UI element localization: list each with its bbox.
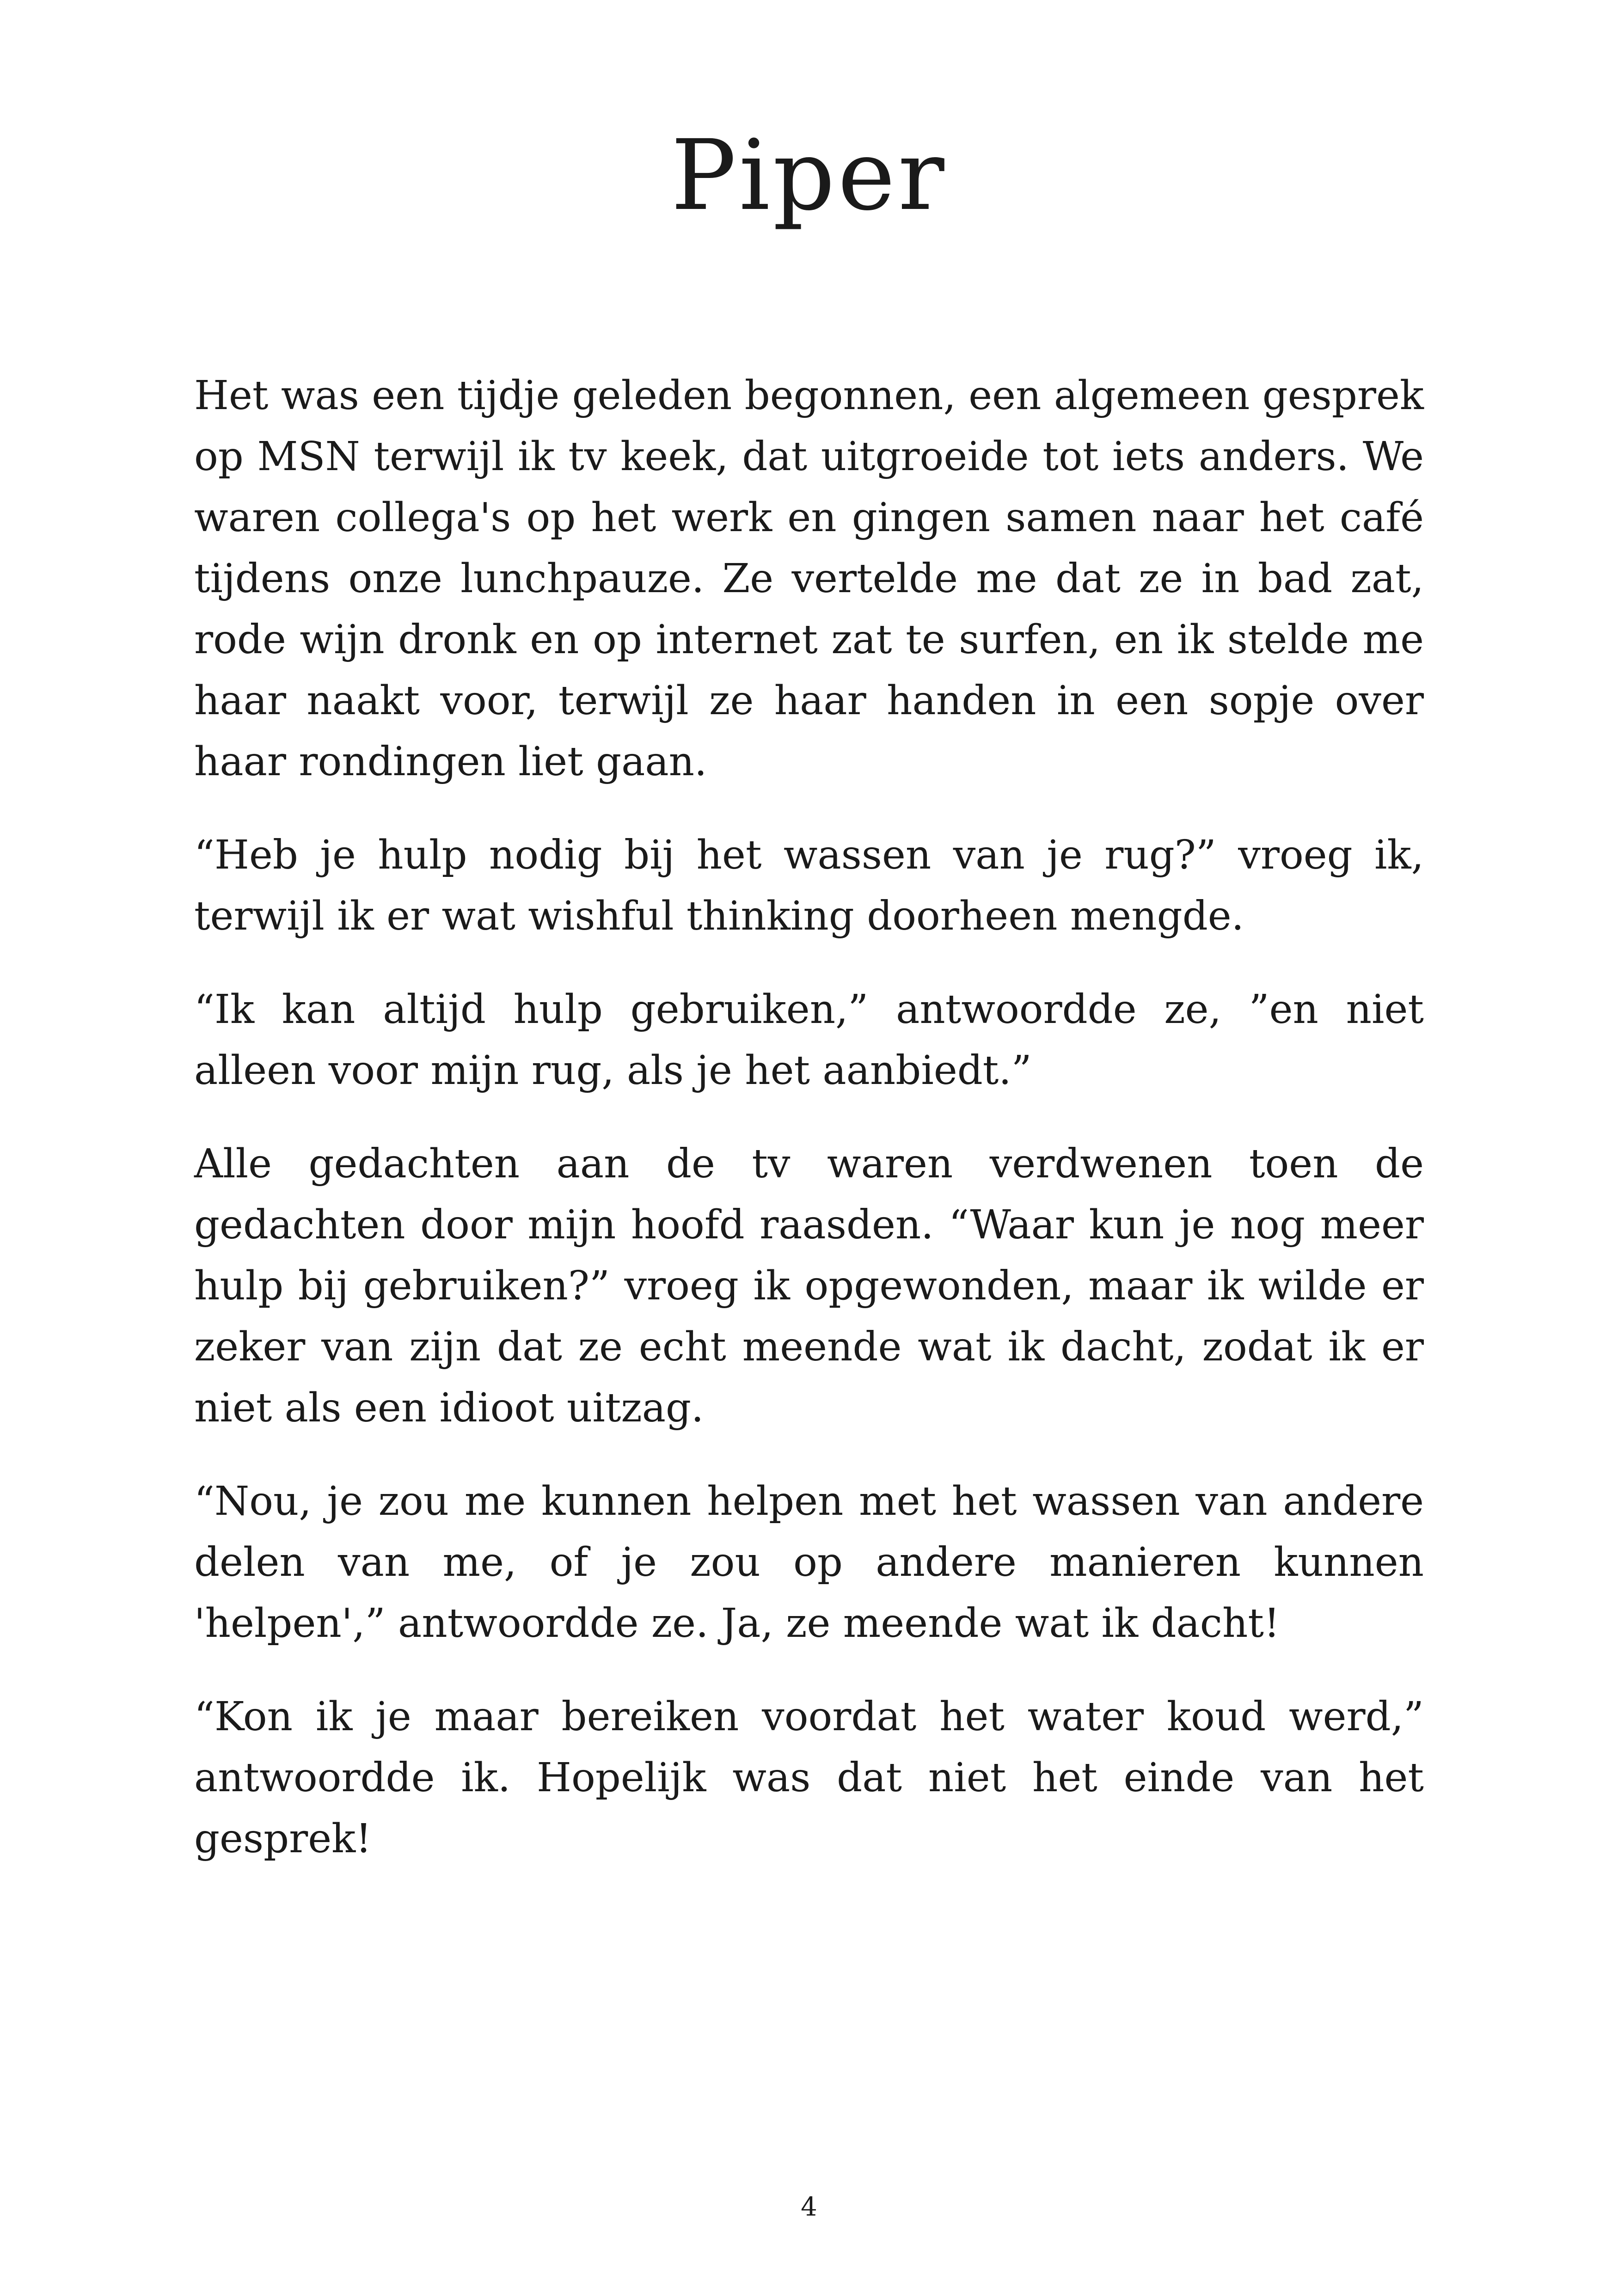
body-text [194, 365, 1424, 1902]
chapter-title: Piper [671, 119, 947, 232]
paragraph-3: “Ik kan altijd hulp gebruiken,” antwoordde ze, ”en niet alleen voor mijn rug, als je het aanbiedt.” [194, 986, 1424, 1094]
paragraph-4: Alle gedachten aan de tv waren verdwenen toen de gedachten door mijn hoofd raasden. “Waar kun je nog meer hulp bij gebruiken?” vroeg ik opgewonden, maar ik wilde er zeker van zijn dat ze echt meende wat ik dacht, zodat ik er niet als een idioot uitzag. [194, 1141, 1424, 1431]
paragraph-1: Het was een tijdje geleden begonnen, een algemeen gesprek op MSN terwijl ik tv keek, dat uitgroeide tot iets anders. We waren collega's op het werk en gingen samen naar het café tijdens onze lunchpauze. Ze vertelde me dat ze in bad zat, rode wijn dronk en op internet zat te surfen, en ik stelde me haar naakt voor, terwijl ze haar handen in een sopje over haar rondingen liet gaan. [194, 373, 1424, 785]
paragraph-5: “Nou, je zou me kunnen helpen met het wassen van andere delen van me, of je zou op andere manieren kunnen 'helpen',” antwoordde ze. Ja, ze meende wat ik dacht! [194, 1478, 1424, 1647]
paragraph-6: “Kon ik je maar bereiken voordat het water koud werd,” antwoordde ik. Hopelijk was dat niet het einde van het gesprek! [194, 1694, 1424, 1862]
page-number: 4 [801, 2192, 817, 2222]
paragraph-2: “Heb je hulp nodig bij het wassen van je rug?” vroeg ik, terwijl ik er wat wishful thinking doorheen mengde. [194, 832, 1424, 939]
